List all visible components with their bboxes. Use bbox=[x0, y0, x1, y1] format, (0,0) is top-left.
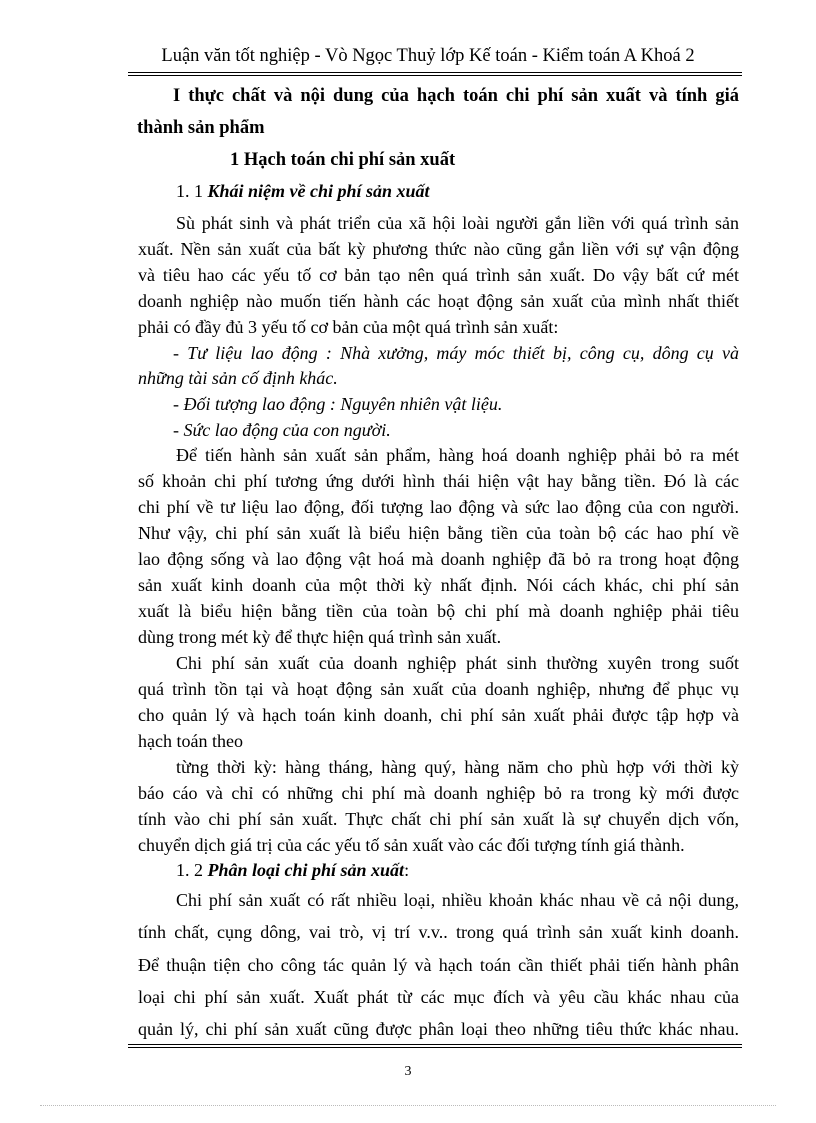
running-header: Luận văn tốt nghiệp - Vò Ngọc Thuỷ lớp Kế toán - Kiểm toán A Khoá 2 bbox=[161, 46, 695, 66]
paragraph-line: hạch toán theo bbox=[138, 731, 243, 751]
subsection-1-1-number: 1. 1 bbox=[176, 181, 208, 201]
paragraph-line: chuyển dịch giá trị của các yếu tố sản xuất vào các đối tượng tính giá thành. bbox=[138, 835, 685, 855]
header-rule-top bbox=[128, 72, 742, 73]
paragraph-line: sản xuất kinh doanh của một thời kỳ nhất định. Nói cách khác, chi phí sản bbox=[138, 575, 739, 595]
paragraph-line: từng thời kỳ: hàng tháng, hàng quý, hàng năm cho phù hợp với thời kỳ bbox=[176, 757, 739, 777]
paragraph-line: loại chi phí sản xuất. Xuất phát từ các mục đích và yêu cầu khác nhau của bbox=[138, 987, 739, 1007]
paragraph-line: tính chất, cụng dông, vai trò, vị trí v.v.. trong quá trình sản xuất kinh doanh. bbox=[138, 922, 739, 942]
paragraph-line: và tiêu hao các yếu tố cơ bản tạo nên quá trình sản xuất. Do vậy bất cứ mét bbox=[138, 265, 739, 285]
paragraph-line: Sù phát sinh và phát triển của xã hội loài người gắn liền với quá trình sản bbox=[176, 213, 739, 233]
subsection-heading: 1 Hạch toán chi phí sản xuất bbox=[230, 150, 456, 170]
page-bottom-divider bbox=[40, 1105, 776, 1106]
bullet-item: - Đối tượng lao động : Nguyên nhiên vật liệu. bbox=[173, 394, 503, 414]
page-number: 3 bbox=[404, 1064, 412, 1079]
header-rule-bottom bbox=[128, 75, 742, 76]
paragraph-line: xuất là biểu hiện bằng tiền của toàn bộ chi phí mà doanh nghiệp phải tiêu bbox=[138, 601, 739, 621]
section-heading-line2: thành sản phẩm bbox=[137, 118, 265, 138]
paragraph-line: Chi phí sản xuất có rất nhiều loại, nhiều khoản khác nhau về cả nội dung, bbox=[176, 890, 739, 910]
paragraph-line: dùng trong mét kỳ để thực hiện quá trình sản xuất. bbox=[138, 627, 502, 647]
footer-rule-bottom bbox=[128, 1047, 742, 1048]
subsection-1-2-suffix: : bbox=[404, 860, 410, 880]
paragraph-line: cho quản lý và hạch toán kinh doanh, chi phí sản xuất phải được tập hợp và bbox=[138, 705, 739, 725]
paragraph-line: số khoản chi phí tương ứng dưới hình thái hiện vật hay bằng tiền. Đó là các bbox=[138, 471, 739, 491]
paragraph-line: quản lý, chi phí sản xuất cũng được phân loại theo những tiêu thức khác nhau. bbox=[138, 1019, 739, 1039]
paragraph-line: tính vào chi phí sản xuất. Thực chất chi phí sản xuất là sự chuyển dịch vốn, bbox=[138, 809, 739, 829]
paragraph-line: báo cáo và chỉ có những chi phí mà doanh nghiệp bỏ ra trong kỳ mới được bbox=[138, 783, 739, 803]
bullet-item-continued: những tài sản cố định khác. bbox=[138, 368, 338, 388]
paragraph-line: phải có đầy đủ 3 yếu tố cơ bản của một quá trình sản xuất: bbox=[138, 317, 559, 337]
subsection-1-2-heading bbox=[176, 860, 777, 881]
paragraph-line: quá trình tồn tại và hoạt động sản xuất của doanh nghiệp, nhưng để phục vụ bbox=[138, 679, 739, 699]
subsection-1-2-number: 1. 2 bbox=[176, 860, 208, 880]
paragraph-line: Như vậy, chi phí sản xuất là biểu hiện bằng tiền của toàn bộ các hao phí về bbox=[138, 523, 739, 543]
paragraph-line: Chi phí sản xuất của doanh nghiệp phát sinh thường xuyên trong suốt bbox=[176, 653, 739, 673]
bullet-item: - Tư liệu lao động : Nhà xưởng, máy móc thiết bị, công cụ, dông cụ và bbox=[173, 343, 739, 363]
paragraph-line: doanh nghiệp nào muốn tiến hành các hoạt động sản xuất của mình nhất thiết bbox=[138, 291, 739, 311]
paragraph-line: chi phí về tư liệu lao động, đối tượng lao động và sức lao động của con người. bbox=[138, 497, 739, 517]
paragraph-line: lao động sống và lao động vật hoá mà doanh nghiệp đã bỏ ra trong hoạt động bbox=[138, 549, 739, 569]
subsection-1-1-heading bbox=[176, 181, 777, 202]
paragraph-line: Để thuận tiện cho công tác quản lý và hạch toán cần thiết phải tiến hành phân bbox=[138, 955, 739, 975]
subsection-1-1-title: Khái niệm về chi phí sản xuất bbox=[207, 181, 430, 201]
bullet-item: - Sức lao động của con người. bbox=[173, 420, 391, 440]
subsection-1-2-title: Phân loại chi phí sản xuất bbox=[207, 860, 405, 880]
paragraph-line: xuất. Nền sản xuất của bất kỳ phương thức nào cũng gắn liền với sự vận động bbox=[138, 239, 739, 259]
paragraph-line: Để tiến hành sản xuất sản phẩm, hàng hoá doanh nghiệp phải bỏ ra mét bbox=[176, 445, 739, 465]
section-heading-line1: I thực chất và nội dung của hạch toán chi phí sản xuất và tính giá bbox=[173, 86, 739, 106]
footer-rule-top bbox=[128, 1044, 742, 1045]
